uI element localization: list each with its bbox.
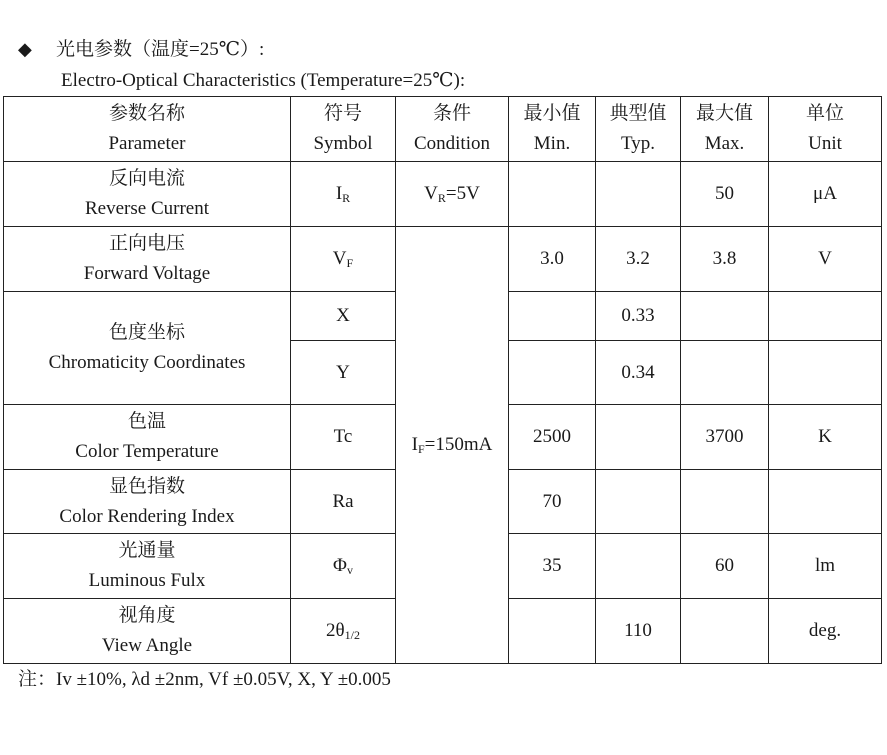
electro-optical-table [3, 96, 882, 664]
diamond-bullet-icon: ◆ [18, 39, 32, 59]
max-cell: 3700 [681, 405, 769, 470]
header-typ: 典型值 Typ. [596, 97, 681, 162]
typ-cell: 110 [596, 599, 681, 664]
condition-cell: $V_R=5V$ [396, 162, 509, 227]
min-cell: 2500 [509, 405, 596, 470]
param-color-temperature: 色温 Color Temperature [4, 405, 291, 470]
header-min: 最小值 Min. [509, 97, 596, 162]
max-cell: 50 [681, 162, 769, 227]
typ-cell: 0.33 [596, 292, 681, 341]
min-cell: 70 [509, 470, 596, 534]
heading-title-en: Electro-Optical Characteristics (Temperature=25℃): [61, 70, 466, 91]
max-cell [681, 341, 769, 405]
min-cell [509, 162, 596, 227]
max-cell: 3.8 [681, 227, 769, 292]
unit-cell [769, 470, 882, 534]
max-cell [681, 599, 769, 664]
min-cell [509, 341, 596, 405]
symbol-cell: Y [291, 341, 396, 405]
table-header-row [4, 97, 882, 162]
unit-cell: μA [769, 162, 882, 227]
min-cell: 35 [509, 534, 596, 599]
typ-cell [596, 405, 681, 470]
symbol-cell: $2\theta_{1/2}$ [291, 599, 396, 664]
min-cell [509, 599, 596, 664]
symbol-cell: X [291, 292, 396, 341]
symbol-cell: Tc [291, 405, 396, 470]
symbol-cell: $I_R$ [291, 162, 396, 227]
param-color-rendering-index: 显色指数 Color Rendering Index [4, 470, 291, 534]
unit-cell [769, 341, 882, 405]
typ-cell: 3.2 [596, 227, 681, 292]
header-parameter: 参数名称 Parameter [4, 97, 291, 162]
symbol-cell: $\Phi_v$ [291, 534, 396, 599]
unit-cell: lm [769, 534, 882, 599]
unit-cell: K [769, 405, 882, 470]
max-cell [681, 292, 769, 341]
header-max: 最大值 Max. [681, 97, 769, 162]
header-unit: 单位 Unit [769, 97, 882, 162]
max-cell: 60 [681, 534, 769, 599]
symbol-cell: Ra [291, 470, 396, 534]
section-heading [18, 36, 264, 63]
typ-cell [596, 470, 681, 534]
param-luminous-flux: 光通量 Luminous Fulx [4, 534, 291, 599]
unit-cell [769, 292, 882, 341]
header-symbol: 符号 Symbol [291, 97, 396, 162]
heading-title-cn: 光电参数（温度=25℃）: [56, 39, 265, 60]
param-reverse-current: 反向电流 Reverse Current [4, 162, 291, 227]
typ-cell: 0.34 [596, 341, 681, 405]
param-view-angle: 视角度 View Angle [4, 599, 291, 664]
table-row [4, 162, 882, 227]
min-cell: 3.0 [509, 227, 596, 292]
param-chromaticity: 色度坐标 Chromaticity Coordinates [4, 292, 291, 405]
table-row [4, 227, 882, 292]
symbol-cell: $V_F$ [291, 227, 396, 292]
unit-cell: V [769, 227, 882, 292]
typ-cell [596, 534, 681, 599]
param-forward-voltage: 正向电压 Forward Voltage [4, 227, 291, 292]
typ-cell [596, 162, 681, 227]
max-cell [681, 470, 769, 534]
tolerance-note: 注：Iv ±10%, λd ±2nm, Vf ±0.05V, X, Y ±0.005 [18, 669, 391, 690]
min-cell [509, 292, 596, 341]
unit-cell: deg. [769, 599, 882, 664]
shared-condition-cell: $I_F=150mA$ [396, 227, 509, 664]
header-condition: 条件 Condition [396, 97, 509, 162]
